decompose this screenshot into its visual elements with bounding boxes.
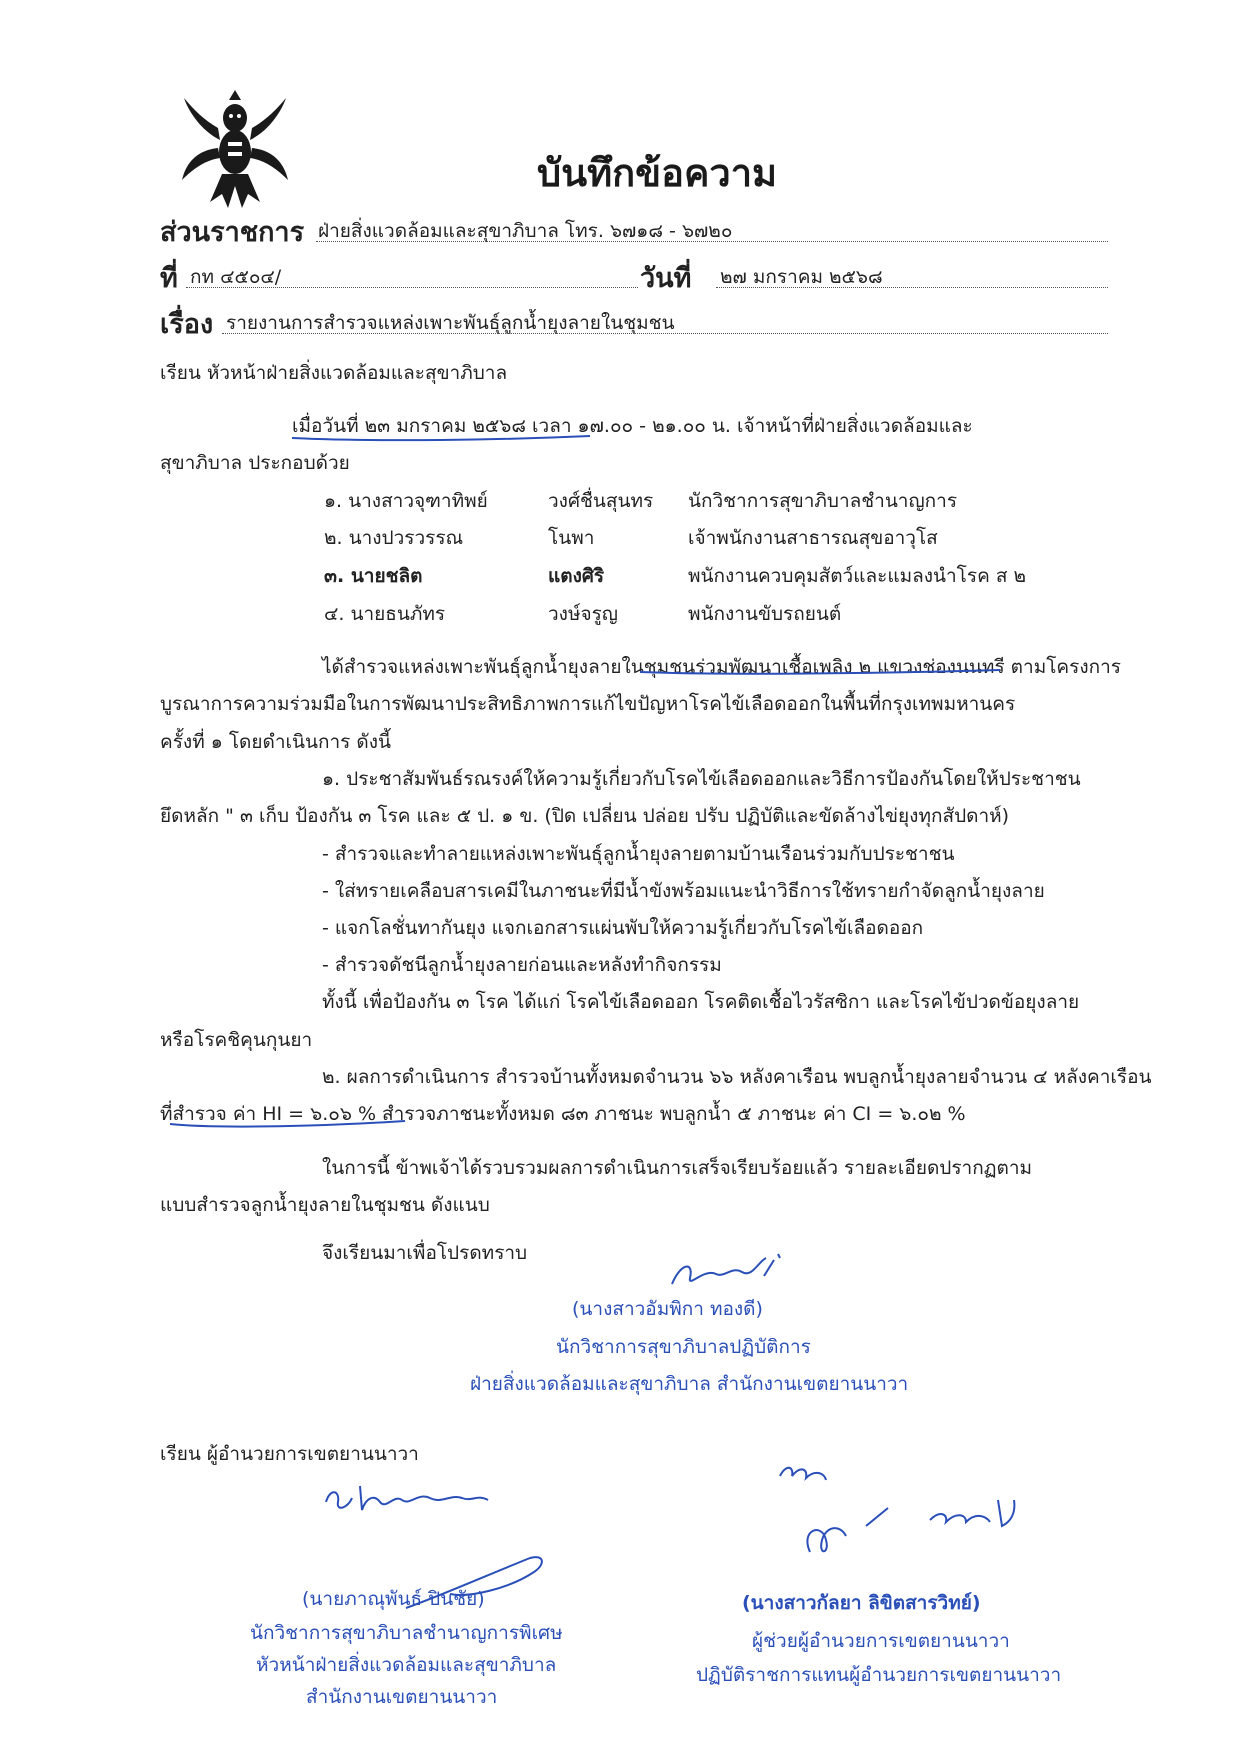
ref-label: ที่ [160, 263, 178, 294]
bullet-4: - สำรวจดัชนีลูกน้ำยุงลายก่อนและหลังทำกิจกรรม [322, 954, 722, 976]
staff-2-position: เจ้าพนักงานสาธารณสุขอาวุโส [688, 527, 938, 549]
item-2-line-2: ที่สำรวจ ค่า HI = ๖.๐๖ % สำรวจภาชนะทั้งหมด ๘๓ ภาชนะ พบลูกน้ำ ๕ ภาชนะ ค่า CI = ๖.๐๒ % [160, 1103, 966, 1125]
left-approver-office: สำนักงานเขตยานนาวา [306, 1686, 498, 1708]
right-approver-position: ผู้ช่วยผู้อำนวยการเขตยานนาวา [752, 1630, 1010, 1652]
right-approver-acting: ปฏิบัติราชการแทนผู้อำนวยการเขตยานนาวา [696, 1664, 1062, 1686]
paragraph-2-line-1: ได้สำรวจแหล่งเพาะพันธุ์ลูกน้ำยุงลายในชุมชนร่วมพัฒนาเชื้อเพลิง ๒ แขวงช่องนนทรี ตามโครงการ [322, 656, 1121, 678]
subject-label: เรื่อง [160, 309, 214, 340]
signatory-name: (นางสาวอัมพิกา ทองดี) [572, 1298, 763, 1320]
forward-salutation: เรียน ผู้อำนวยการเขตยานนาวา [160, 1443, 419, 1465]
intro-line-1: เมื่อวันที่ ๒๓ มกราคม ๒๕๖๘ เวลา ๑๗.๐๐ - ๒๑.๐๐ น. เจ้าหน้าที่ฝ่ายสิ่งแวดล้อมและ [292, 415, 973, 437]
bullet-1: - สำรวจและทำลายแหล่งเพาะพันธุ์ลูกน้ำยุงลายตามบ้านเรือนร่วมกับประชาชน [322, 843, 955, 865]
staff-2-name: ๒. นางปวรวรรณ [324, 527, 464, 549]
staff-3-name: ๓. นายชลิต [324, 565, 423, 587]
salutation: เรียน หัวหน้าฝ่ายสิ่งแวดล้อมและสุขาภิบาล [160, 362, 508, 384]
item-1-line-2: ยึดหลัก " ๓ เก็บ ป้องกัน ๓ โรค และ ๕ ป. ๑ ข. (ปิด เปลี่ยน ปล่อย ปรับ ปฏิบัติและขัดล้างไข่ยุงทุกสัปดาห์) [160, 805, 1010, 827]
prevent-line-1: ทั้งนี้ เพื่อป้องกัน ๓ โรค ได้แก่ โรคไข้เลือดออก โรคติดเชื้อไวรัสซิกา และโรคไข้ปวดข้อยุงลาย [322, 991, 1080, 1013]
item-2-line-1: ๒. ผลการดำเนินการ สำรวจบ้านทั้งหมดจำนวน ๖๖ หลังคาเรือน พบลูกน้ำยุงลายจำนวน ๔ หลังคาเรือน [322, 1066, 1152, 1088]
closing-line-1: ในการนี้ ข้าพเจ้าได้รวบรวมผลการดำเนินการเสร็จเรียบร้อยแล้ว รายละเอียดปรากฏตาม [322, 1157, 1033, 1179]
staff-4-surname: วงษ์จรูญ [548, 603, 618, 625]
staff-1-surname: วงศ์ชื่นสุนทร [548, 490, 654, 512]
author-signature [660, 1248, 810, 1296]
left-approver-position: นักวิชาการสุขาภิบาลชำนาญการพิเศษ [250, 1622, 563, 1644]
staff-3-surname: แตงศิริ [548, 565, 605, 587]
agency-label: ส่วนราชการ [160, 217, 305, 248]
staff-3-position: พนักงานควบคุมสัตว์และแมลงนำโรค ส ๒ [688, 565, 1026, 587]
memo-title: บันทึกข้อความ [537, 151, 778, 195]
bullet-3: - แจกโลชั่นทากันยุง แจกเอกสารแผ่นพับให้ความรู้เกี่ยวกับโรคไข้เลือดออก [322, 917, 924, 939]
paragraph-2-line-2: บูรณาการความร่วมมือในการพัฒนาประสิทธิภาพการแก้ไขปัญหาโรคไข้เลือดออกในพื้นที่กรุงเทพมหานคร [160, 693, 1016, 715]
staff-2-surname: โนพา [548, 527, 595, 549]
bullet-2: - ใส่ทรายเคลือบสารเคมีในภาชนะที่มีน้ำขังพร้อมแนะนำวิธีการใช้ทรายกำจัดลูกน้ำยุงลาย [322, 880, 1045, 902]
left-approver-department: หัวหน้าฝ่ายสิ่งแวดล้อมและสุขาภิบาล [256, 1654, 557, 1676]
staff-4-name: ๔. นายธนภัทร [324, 603, 446, 625]
paragraph-2-line-3: ครั้งที่ ๑ โดยดำเนินการ ดังนี้ [160, 731, 392, 753]
prevent-line-2: หรือโรคชิคุนกุนยา [160, 1029, 313, 1051]
staff-1-position: นักวิชาการสุขาภิบาลชำนาญการ [688, 490, 958, 512]
item-1-line-1: ๑. ประชาสัมพันธ์รณรงค์ให้ความรู้เกี่ยวกับโรคไข้เลือดออกและวิธีการป้องกันโดยให้ประชาชน [322, 768, 1081, 790]
signatory-position: นักวิชาการสุขาภิบาลปฏิบัติการ [556, 1336, 811, 1358]
ref-value: กท ๔๕๐๔/ [190, 266, 282, 288]
date-label: วันที่ [640, 263, 692, 294]
left-approver-name: (นายภาณุพันธ์ ปินชัย) [302, 1588, 485, 1610]
right-handwritten-notes [770, 1460, 1040, 1570]
left-handwritten-note [318, 1472, 508, 1522]
agency-value: ฝ่ายสิ่งแวดล้อมและสุขาภิบาล โทร. ๖๗๑๘ - ๖๗๒๐ [318, 220, 733, 242]
subject-value: รายงานการสำรวจแหล่งเพาะพันธุ์ลูกน้ำยุงลายในชุมชน [226, 312, 675, 334]
intro-line-2: สุขาภิบาล ประกอบด้วย [160, 452, 350, 474]
sign-off: จึงเรียนมาเพื่อโปรดทราบ [322, 1242, 528, 1264]
staff-1-name: ๑. นางสาวจุฑาทิพย์ [324, 490, 488, 512]
signatory-office: ฝ่ายสิ่งแวดล้อมและสุขาภิบาล สำนักงานเขตยานนาวา [470, 1373, 909, 1395]
date-value: ๒๗ มกราคม ๒๕๖๘ [720, 266, 883, 288]
right-approver-name: (นางสาวกัลยา ลิขิตสารวิทย์) [742, 1592, 981, 1614]
closing-line-2: แบบสำรวจลูกน้ำยุงลายในชุมชน ดังแนบ [160, 1194, 490, 1216]
staff-4-position: พนักงานขับรถยนต์ [688, 603, 842, 625]
